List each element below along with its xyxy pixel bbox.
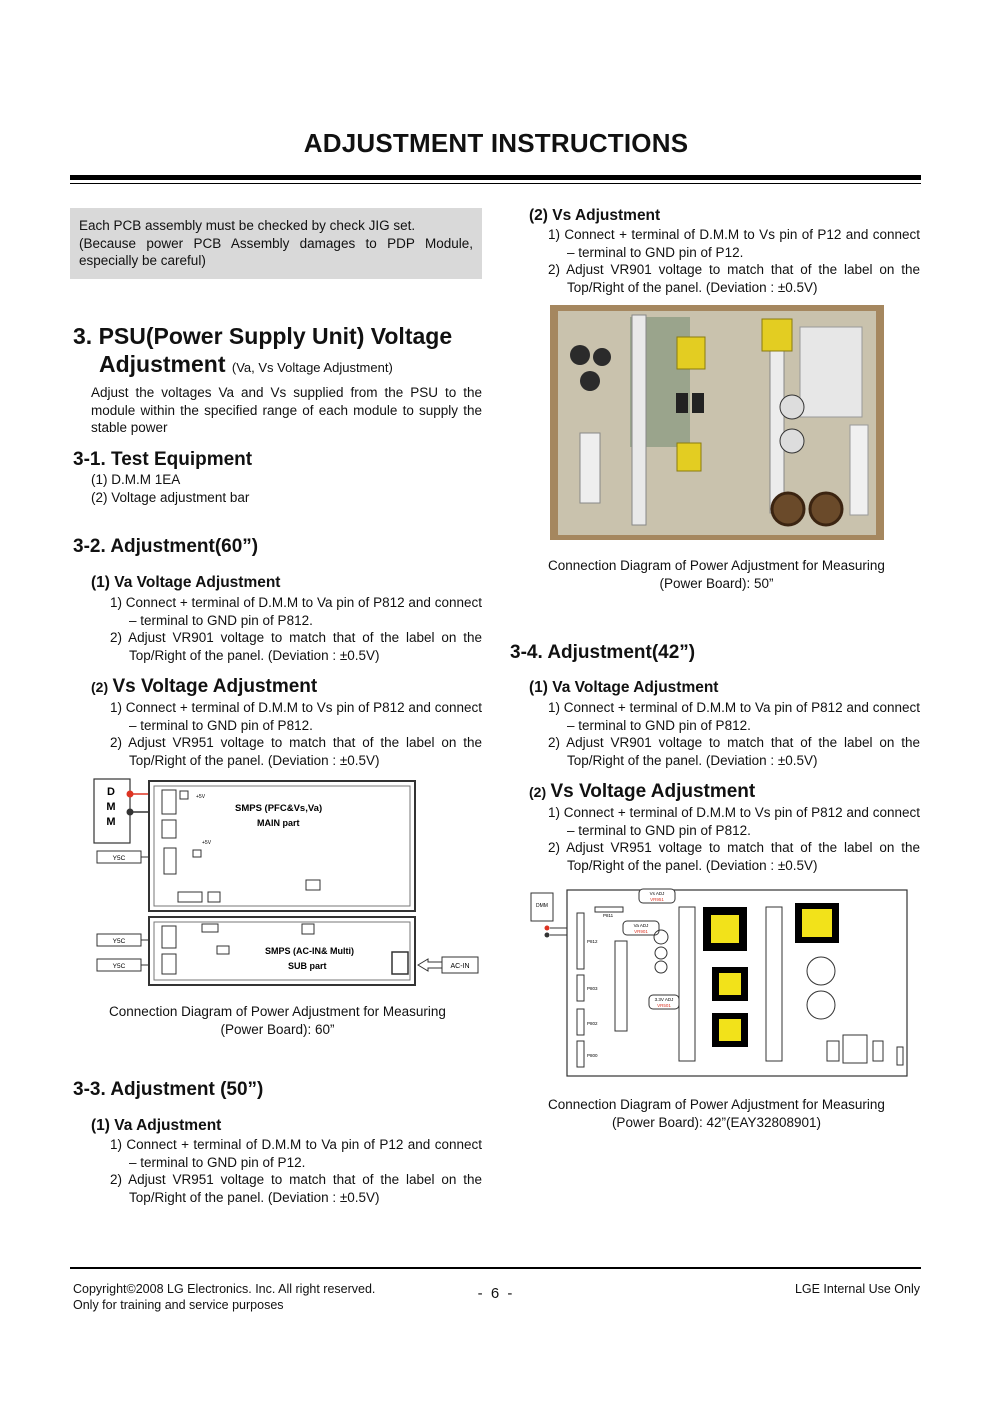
s34-va-step-1: 1) Connect + terminal of D.M.M to Va pin of P812 and connect – terminal to GND pin of P812. [548, 700, 920, 733]
p803-connector [577, 975, 584, 1001]
ac-in-arrow [418, 959, 442, 971]
p802-connector [577, 1009, 584, 1035]
diagram-60-power-board [92, 776, 484, 988]
test-equipment-item-2: (2) Voltage adjustment bar [91, 490, 250, 505]
dmm-label-42: DMM [536, 903, 548, 909]
s32-vs-heading-num: (2) [91, 679, 109, 695]
dmm-minus-terminal [127, 809, 134, 816]
ic-1 [676, 393, 688, 413]
s32-va-heading: (1) Va Voltage Adjustment [91, 574, 281, 591]
vr-label-1: +5V [196, 794, 206, 800]
heatsink-42-left [615, 941, 627, 1031]
diagram-42-caption [509, 1096, 924, 1131]
vr501-label: VR501 [657, 1003, 671, 1008]
diagram-42-power-board [529, 885, 911, 1080]
s34-vs-step-2: 2) Adjust VR951 voltage to match that of the label on the Top/Right of the panel. (Deviation : ±0.5V) [548, 840, 920, 873]
transformer-42-low-core [719, 1019, 741, 1041]
s34-va-step-2: 2) Adjust VR901 voltage to match that of the label on the Top/Right of the panel. (Deviation : ±0.5V) [548, 735, 920, 768]
transformer-2 [762, 319, 792, 351]
footer-left [73, 1281, 375, 1313]
p803-label: P803 [587, 986, 598, 991]
v33-adj-label: 3.3V ADJ [654, 997, 674, 1002]
dmm-plus-terminal [127, 791, 134, 798]
s33-va-step-2: 2) Adjust VR951 voltage to match that of the label on the Top/Right of the panel. (Deviation : ±0.5V) [110, 1172, 482, 1205]
section-3-title-sub: (Va, Vs Voltage Adjustment) [231, 360, 393, 375]
main-part-label-1: SMPS (PFC&Vs,Va) [235, 803, 323, 814]
capacitor-2 [593, 348, 611, 366]
capacitor-3 [580, 371, 600, 391]
dmm-letter-m2: M [106, 816, 116, 828]
capacitor-5 [780, 429, 804, 453]
footer-training: Only for training and service purposes [73, 1298, 284, 1312]
footer-rule [70, 1267, 921, 1269]
y5c-tag-3-label: Y5C [112, 963, 126, 970]
section-3-title-line1: 3. PSU(Power Supply Unit) Voltage [73, 323, 453, 349]
s33-vs-step-1: 1) Connect + terminal of D.M.M to Vs pin of P12 and connect – terminal to GND pin of P12. [548, 227, 920, 260]
dmm-42-plus [545, 926, 550, 931]
s32-va-step-1: 1) Connect + terminal of D.M.M to Va pin of P812 and connect – terminal to GND pin of P812. [110, 595, 482, 628]
toroid-2 [810, 493, 842, 525]
ic-2 [692, 393, 704, 413]
s32-va-step-2: 2) Adjust VR901 voltage to match that of the label on the Top/Right of the panel. (Deviation : ±0.5V) [110, 630, 482, 663]
s34-va-heading: (1) Va Voltage Adjustment [529, 679, 719, 696]
s32-vs-step-1: 1) Connect + terminal of D.M.M to Vs pin of P812 and connect – terminal to GND pin of P812. [110, 700, 482, 733]
footer-copyright: Copyright©2008 LG Electronics. Inc. All right reserved. [73, 1282, 376, 1296]
s34-vs-heading-text: Vs Voltage Adjustment [550, 781, 756, 802]
s33-vs-step-2: 2) Adjust VR901 voltage to match that of the label on the Top/Right of the panel. (Deviation : ±0.5V) [548, 262, 920, 295]
p800-label: P800 [587, 1053, 598, 1058]
va-adj-label: Va ADJ [633, 923, 649, 928]
vs-adj-label: Vs ADJ [649, 891, 665, 896]
section-3-1-heading: 3-1. Test Equipment [73, 449, 253, 470]
diagram-60-caption [70, 1003, 485, 1038]
p800-connector [577, 1041, 584, 1067]
transformer-42-mid-core [719, 973, 741, 995]
p812-connector [577, 913, 584, 969]
page-number: - 6 - [477, 1285, 515, 1302]
capacitor-1 [570, 345, 590, 365]
sub-part-label-2: SUB part [288, 961, 327, 971]
s32-vs-step-2: 2) Adjust VR951 voltage to match that of the label on the Top/Right of the panel. (Deviation : ±0.5V) [110, 735, 482, 768]
transformer-1 [677, 337, 705, 369]
diagram-50-caption-line1: Connection Diagram of Power Adjustment for Measuring [548, 558, 885, 573]
s32-vs-heading [91, 676, 317, 698]
capacitor-4 [780, 395, 804, 419]
transformer-42-big-core [711, 915, 739, 943]
p811-connector [595, 907, 623, 912]
test-equipment-item-1: (1) D.M.M 1EA [91, 472, 181, 487]
diagram-60-caption-line2: (Power Board): 60” [220, 1021, 335, 1037]
vr901-label: VR901 [634, 929, 648, 934]
main-part-label-2: MAIN part [257, 818, 300, 828]
section-3-title-line2: Adjustment [99, 351, 226, 377]
s34-vs-heading [529, 781, 755, 803]
s34-vs-step-1: 1) Connect + terminal of D.M.M to Vs pin of P812 and connect – terminal to GND pin of P812. [548, 805, 920, 838]
section-3-intro: Adjust the voltages Va and Vs supplied from the PSU to the module within the specified range of each module to supply the stable power [91, 385, 482, 435]
heatsink-left [632, 315, 646, 525]
s34-vs-heading-num: (2) [529, 784, 547, 800]
dmm-42-minus [545, 933, 550, 938]
diagram-42-caption-line2: (Power Board): 42”(EAY32808901) [611, 1114, 822, 1130]
footer-internal: LGE Internal Use Only [794, 1282, 920, 1296]
section-3-2-heading: 3-2. Adjustment(60”) [73, 536, 259, 557]
page-title: ADJUSTMENT INSTRUCTIONS [303, 128, 689, 158]
diagram-60-caption-line1: Connection Diagram of Power Adjustment for Measuring [109, 1004, 446, 1019]
section-3-4-heading: 3-4. Adjustment(42”) [510, 642, 696, 663]
ac-in-label: AC-IN [450, 963, 470, 970]
p802-label: P802 [587, 1021, 598, 1026]
heatsink-42-center [679, 907, 695, 1061]
dmm-letter-m1: M [106, 801, 116, 813]
header-rule-thick [70, 175, 921, 180]
s32-vs-heading-text: Vs Voltage Adjustment [112, 676, 318, 697]
connector-block [580, 433, 600, 503]
transformer-42-right-core [802, 909, 832, 937]
diagram-50-caption [509, 557, 924, 592]
s33-vs-heading: (2) Vs Adjustment [529, 207, 661, 224]
section-3-title [73, 322, 493, 382]
y5c-tag-1-label: Y5C [112, 855, 126, 862]
header-rule-thin [70, 183, 921, 184]
p812-label: P812 [587, 939, 598, 944]
right-strip [850, 425, 868, 515]
note-line-2: (Because power PCB Assembly damages to PDP Module, especially be careful) [79, 235, 473, 268]
diagram-42-caption-line1: Connection Diagram of Power Adjustment for Measuring [548, 1097, 885, 1112]
toroid-1 [772, 493, 804, 525]
s33-va-step-1: 1) Connect + terminal of D.M.M to Va pin of P12 and connect – terminal to GND pin of P12. [110, 1137, 482, 1170]
section-3-3-heading: 3-3. Adjustment (50”) [73, 1079, 264, 1100]
warning-note-box [70, 208, 482, 279]
section-3-title-line2-wrap [73, 350, 493, 382]
sub-part-label-1: SMPS (AC-IN& Multi) [265, 946, 354, 956]
dmm-letter-d: D [107, 786, 115, 798]
note-line-1: Each PCB assembly must be checked by check JIG set. [79, 218, 416, 233]
y5c-tag-2-label: Y5C [112, 938, 126, 945]
transformer-3 [677, 443, 701, 471]
heatsink-42-right [766, 907, 782, 1061]
diagram-50-caption-line2: (Power Board): 50” [659, 575, 774, 591]
p811-label: P811 [603, 913, 614, 918]
s33-va-heading: (1) Va Adjustment [91, 1117, 222, 1134]
heatsink-right [800, 327, 862, 417]
vr-label-2: +5V [202, 840, 212, 846]
vr951-label: VR951 [650, 897, 664, 902]
photo-50-power-board [550, 305, 884, 540]
